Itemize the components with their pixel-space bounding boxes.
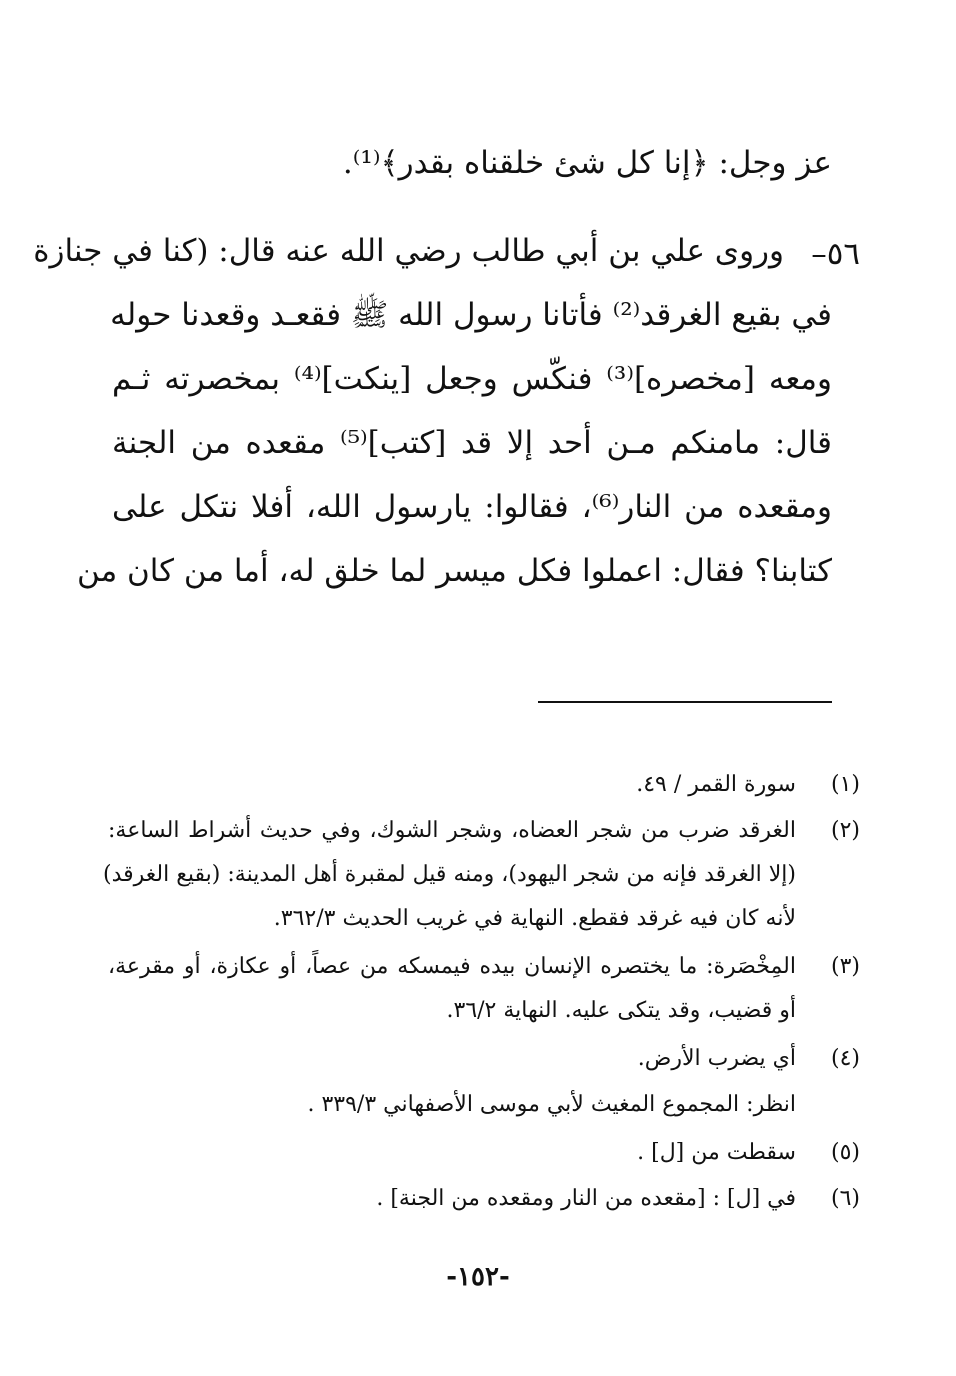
hadith-line-6: كتابنا؟ فقال: اعملوا فكل ميسر لما خلق له، أما من كان من <box>76 553 832 589</box>
footnote-number-3: (٣) <box>830 954 860 979</box>
hadith-number: ٥٦– <box>811 236 860 272</box>
hadith-line-5: ومقعده من النار⁽⁶⁾، فقالوا: يارسول الله، أفلا نتكل على <box>112 489 832 525</box>
hadith-line-4: قال: مامنكم مـن أحد إلا قد [كتب]⁽⁵⁾ مقعده من الجنة <box>112 425 832 461</box>
footnote-number-2: (٢) <box>830 818 860 843</box>
hadith-line-1: وروى علي بن أبي طالب رضي الله عنه قال: (كنا في جنازة <box>33 233 784 269</box>
opening-line: عز وجل: ﴿إنا كل شئ خلقناه بقدر﴾⁽¹⁾. <box>342 145 832 181</box>
footnote-number-5: (٥) <box>830 1140 860 1165</box>
footnote-1-line-1: سورة القمر / ٤٩. <box>636 772 796 797</box>
footnote-2-line-3: لأنه كان فيه غرقد فقطع. النهاية في غريب الحديث ٣٦٢/٣. <box>273 906 796 931</box>
hadith-line-3: ومعه [مخصره]⁽³⁾ فنكّس وجعل [ينكت]⁽⁴⁾ بمخصرته ثـم <box>112 361 832 397</box>
footnote-number-6: (٦) <box>830 1186 860 1211</box>
footnote-number-1: (١) <box>830 772 860 797</box>
footnote-2-line-2: (إلا الغرقد فإنه من شجر اليهود)، ومنه قيل لمقبرة أهل المدينة: (بقيع الغرقد) <box>102 862 796 887</box>
footnote-3-line-2: أو قضيب، وقد يتكى عليه. النهاية ٣٦/٢. <box>446 998 796 1023</box>
footnote-number-4: (٤) <box>830 1046 860 1071</box>
footnote-2-line-1: الغرقد ضرب من شجر العضاه، وشجر الشوك، وفي حديث أشراط الساعة: <box>108 818 796 843</box>
footnote-5-line-1: سقطت من [ل] . <box>637 1140 796 1165</box>
footnote-6-line-1: في [ل] : [مقعده من النار ومقعده من الجنة] . <box>376 1186 796 1211</box>
footnote-3-line-1: المِخْصَرة: ما يختصره الإنسان بيده فيمسكه من عصاً، أو عكازة، أو مقرعة، <box>108 954 796 979</box>
footnote-4-line-1: أي يضرب الأرض. <box>637 1046 796 1071</box>
hadith-line-2: في بقيع الغرقد⁽²⁾ فأتانا رسول الله ﷺ فقعـد وقعدنا حوله <box>110 297 832 333</box>
footnote-separator <box>538 701 832 703</box>
page-number: -١٥٢- <box>446 1262 510 1292</box>
footnote-4-line-2: انظر: المجموع المغيث لأبي موسى الأصفهاني ٣٣٩/٣ . <box>307 1092 796 1117</box>
